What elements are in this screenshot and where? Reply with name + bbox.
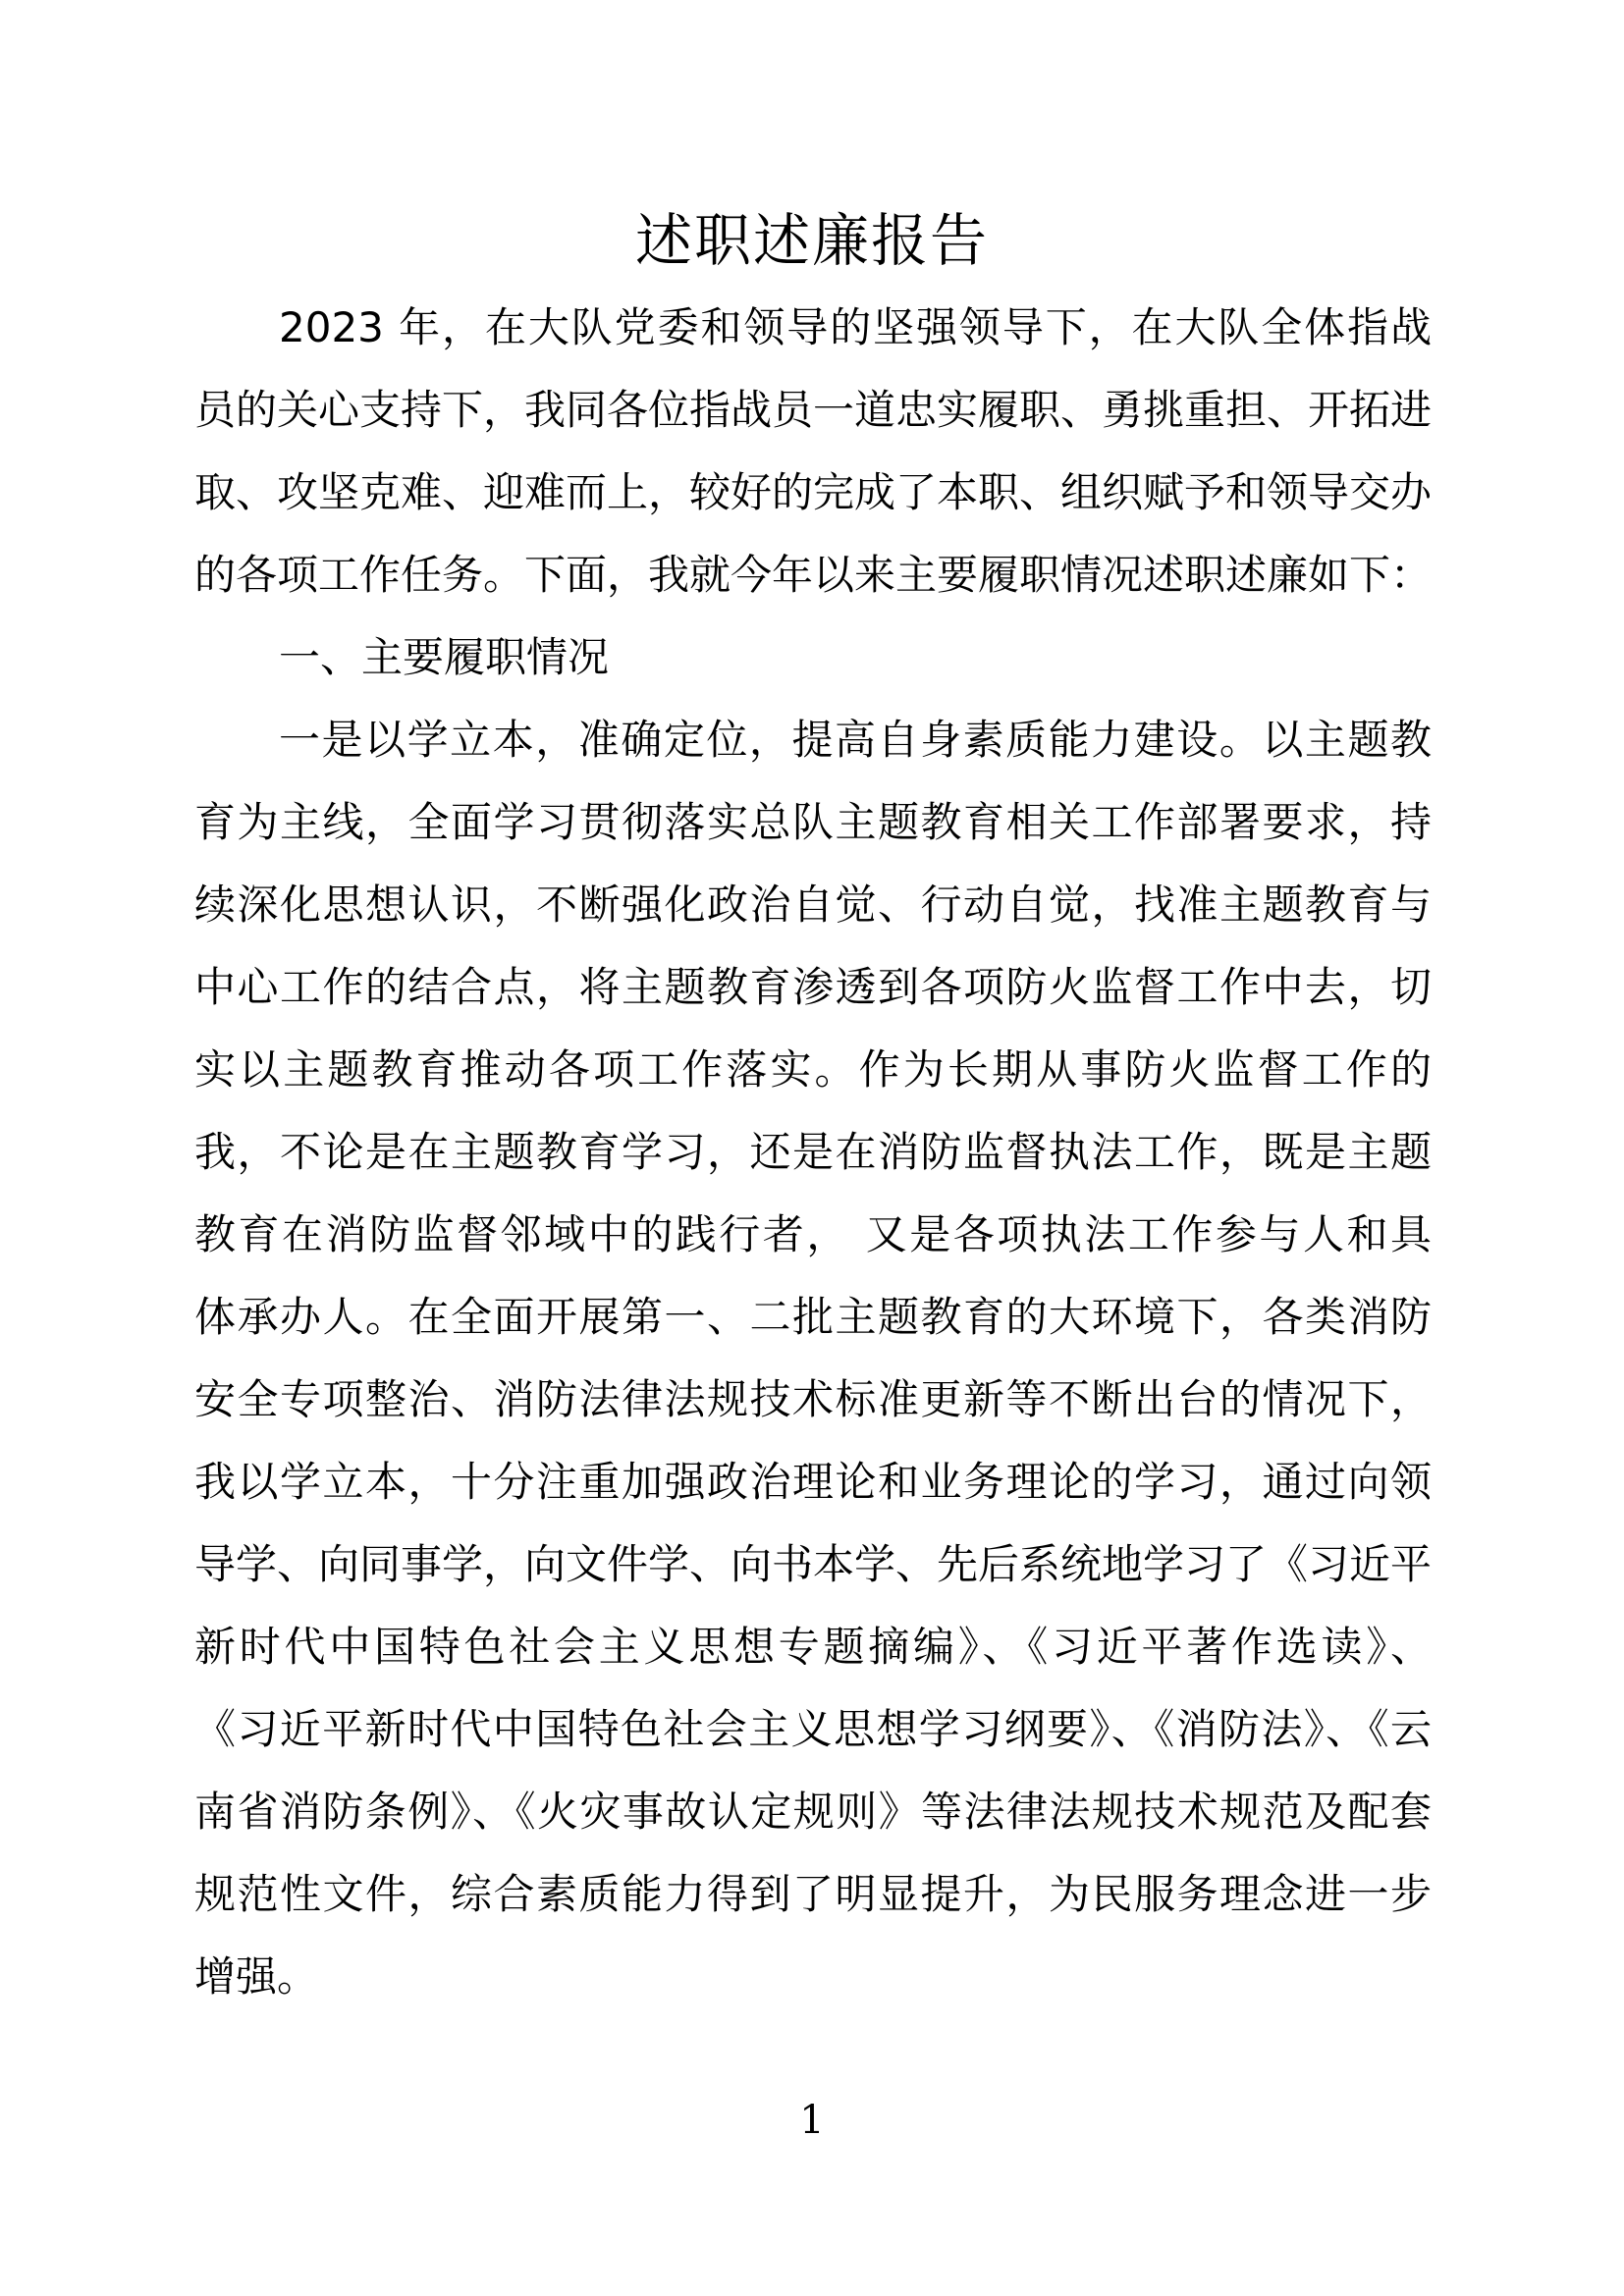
intro-line-3: 取、攻坚克难、迎难而上，较好的完成了本职、组织赋予和领导交办 (194, 468, 1433, 516)
paragraph-line-15: 规范性文件，综合素质能力得到了明显提升，为民服务理念进一步 (194, 1870, 1432, 1918)
paragraph-line-2: 育为主线，全面学习贯彻落实总队主题教育相关工作部署要求，持 (194, 798, 1432, 846)
page-number: 1 (799, 2098, 825, 2143)
paragraph-line-11: 导学、向同事学，向文件学、向书本学、先后系统地学习了《习近平 (194, 1540, 1433, 1588)
intro-line-1: 2023 年，在大队党委和领导的坚强领导下，在大队全体指战 (279, 303, 1432, 351)
intro-line-2: 员的关心支持下，我同各位指战员一道忠实履职、勇挑重担、开拓进 (194, 386, 1433, 434)
section-heading: 一、主要履职情况 (279, 633, 610, 681)
document-title: 述职述廉报告 (634, 207, 989, 274)
paragraph-line-14: 南省消防条例》、《火灾事故认定规则》等法律法规技术规范及配套 (194, 1788, 1432, 1836)
paragraph-line-6: 我，不论是在主题教育学习，还是在消防监督执法工作，既是主题 (194, 1128, 1432, 1176)
paragraph-line-16: 增强。 (194, 1952, 319, 2001)
paragraph-line-12: 新时代中国特色社会主义思想专题摘编》、《习近平著作选读》、 (194, 1623, 1432, 1671)
paragraph-line-3: 续深化思想认识，不断强化政治自觉、行动自觉，找准主题教育与 (194, 881, 1432, 929)
paragraph-line-1: 一是以学立本，准确定位，提高自身素质能力建设。以主题教 (279, 716, 1432, 764)
paragraph-line-9: 安全专项整治、消防法律法规技术标准更新等不断出台的情况下， (194, 1375, 1432, 1423)
paragraph-line-8: 体承办人。在全面开展第一、二批主题教育的大环境下，各类消防 (194, 1293, 1432, 1341)
paragraph-line-7: 教育在消防监督邻域中的践行者， 又是各项执法工作参与人和具 (194, 1210, 1432, 1258)
paragraph-line-13: 《习近平新时代中国特色社会主义思想学习纲要》、《消防法》、《云 (194, 1705, 1432, 1753)
intro-line-4: 的各项工作任务。下面，我就今年以来主要履职情况述职述廉如下： (194, 551, 1433, 599)
paragraph-line-5: 实以主题教育推动各项工作落实。作为长期从事防火监督工作的 (194, 1045, 1432, 1094)
document-body (194, 287, 1432, 2018)
paragraph-line-4: 中心工作的结合点，将主题教育渗透到各项防火监督工作中去，切 (194, 963, 1432, 1011)
paragraph-line-10: 我以学立本，十分注重加强政治理论和业务理论的学习，通过向领 (194, 1458, 1432, 1506)
